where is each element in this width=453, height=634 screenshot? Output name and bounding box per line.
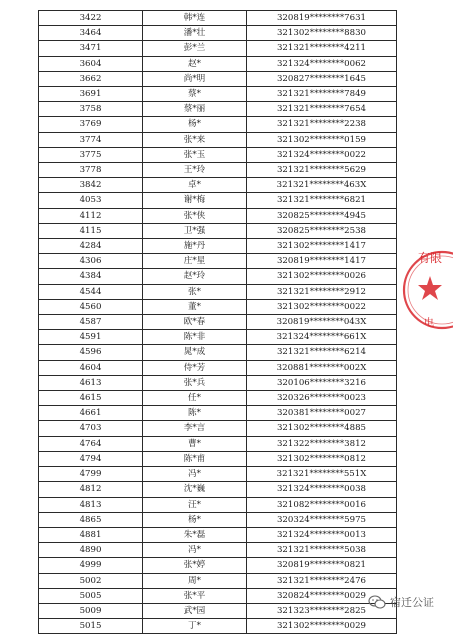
table-row xyxy=(39,102,397,117)
row-number: 4384 xyxy=(39,269,143,284)
id-number: 321324********0062 xyxy=(247,56,397,71)
id-number: 320324********5975 xyxy=(247,512,397,527)
account-name: 宿迁公证 xyxy=(390,596,434,609)
table-row xyxy=(39,178,397,193)
id-number: 321324********0013 xyxy=(247,527,397,542)
row-number: 4794 xyxy=(39,451,143,466)
person-name: 杨* xyxy=(143,117,247,132)
id-number: 321321********2912 xyxy=(247,284,397,299)
row-number: 4284 xyxy=(39,239,143,254)
row-number: 3842 xyxy=(39,178,143,193)
row-number: 3464 xyxy=(39,26,143,41)
table-row xyxy=(39,588,397,603)
seal-text: 有限 xyxy=(418,251,443,265)
id-number: 321321********2476 xyxy=(247,573,397,588)
person-name: 周* xyxy=(143,573,247,588)
id-number: 320881********002X xyxy=(247,360,397,375)
person-name: 侍*芳 xyxy=(143,360,247,375)
id-number: 320825********4945 xyxy=(247,208,397,223)
id-number: 320106********3216 xyxy=(247,375,397,390)
person-name: 彭*兰 xyxy=(143,41,247,56)
row-number: 3769 xyxy=(39,117,143,132)
wechat-watermark xyxy=(368,594,434,610)
id-number: 321302********1417 xyxy=(247,239,397,254)
id-number: 320381********0027 xyxy=(247,406,397,421)
person-name: 张*来 xyxy=(143,132,247,147)
row-number: 5002 xyxy=(39,573,143,588)
table-row xyxy=(39,315,397,330)
id-number: 320326********0023 xyxy=(247,391,397,406)
table-row xyxy=(39,26,397,41)
row-number: 4812 xyxy=(39,482,143,497)
id-number: 321321********6821 xyxy=(247,193,397,208)
row-number: 3778 xyxy=(39,163,143,178)
table-row xyxy=(39,497,397,512)
person-name: 赵* xyxy=(143,56,247,71)
row-number: 3775 xyxy=(39,147,143,162)
id-number: 321302********8830 xyxy=(247,26,397,41)
table-row xyxy=(39,11,397,26)
row-number: 3691 xyxy=(39,87,143,102)
row-number: 4764 xyxy=(39,436,143,451)
id-number: 321324********0038 xyxy=(247,482,397,497)
row-number: 4112 xyxy=(39,208,143,223)
person-name: 张* xyxy=(143,284,247,299)
row-number: 4865 xyxy=(39,512,143,527)
row-number: 3422 xyxy=(39,11,143,26)
row-number: 4560 xyxy=(39,299,143,314)
id-number: 321302********0159 xyxy=(247,132,397,147)
table-row xyxy=(39,391,397,406)
person-name: 杨* xyxy=(143,512,247,527)
id-number: 321321********463X xyxy=(247,178,397,193)
id-number: 321321********5629 xyxy=(247,163,397,178)
table-row xyxy=(39,527,397,542)
person-name: 王*玲 xyxy=(143,163,247,178)
person-name: 张*侠 xyxy=(143,208,247,223)
id-number: 321302********4885 xyxy=(247,421,397,436)
id-number: 321321********7654 xyxy=(247,102,397,117)
person-name: 任* xyxy=(143,391,247,406)
table-row xyxy=(39,512,397,527)
person-name: 张*兵 xyxy=(143,375,247,390)
id-number: 321324********661X xyxy=(247,330,397,345)
person-name: 庄*星 xyxy=(143,254,247,269)
id-number: 321082********0016 xyxy=(247,497,397,512)
person-name: 韩*连 xyxy=(143,11,247,26)
person-name: 欧*春 xyxy=(143,315,247,330)
row-number: 3758 xyxy=(39,102,143,117)
row-number: 5005 xyxy=(39,588,143,603)
table-row xyxy=(39,193,397,208)
id-number: 321321********551X xyxy=(247,467,397,482)
person-name: 曹* xyxy=(143,436,247,451)
id-number: 321302********0026 xyxy=(247,269,397,284)
table-row xyxy=(39,375,397,390)
person-name: 冯* xyxy=(143,543,247,558)
roster-table xyxy=(38,10,397,634)
table-row xyxy=(39,147,397,162)
id-number: 321321********4211 xyxy=(247,41,397,56)
id-number: 321324********0022 xyxy=(247,147,397,162)
table-row xyxy=(39,223,397,238)
person-name: 朱*磊 xyxy=(143,527,247,542)
id-number: 321322********3812 xyxy=(247,436,397,451)
table-row xyxy=(39,41,397,56)
table-row xyxy=(39,132,397,147)
table-row xyxy=(39,558,397,573)
person-name: 冯* xyxy=(143,467,247,482)
person-name: 汪* xyxy=(143,497,247,512)
id-number: 320819********1417 xyxy=(247,254,397,269)
id-number: 320819********043X xyxy=(247,315,397,330)
id-number: 321323********2825 xyxy=(247,603,397,618)
person-name: 武*园 xyxy=(143,603,247,618)
id-number: 321302********0022 xyxy=(247,299,397,314)
row-number: 4115 xyxy=(39,223,143,238)
person-name: 施*丹 xyxy=(143,239,247,254)
row-number: 4596 xyxy=(39,345,143,360)
row-number: 4613 xyxy=(39,375,143,390)
person-name: 尚*明 xyxy=(143,71,247,86)
row-number: 4813 xyxy=(39,497,143,512)
person-name: 赵*玲 xyxy=(143,269,247,284)
table-row xyxy=(39,269,397,284)
row-number: 4587 xyxy=(39,315,143,330)
id-number: 320819********0821 xyxy=(247,558,397,573)
seal-fragment: 电 xyxy=(424,318,434,329)
row-number: 5009 xyxy=(39,603,143,618)
row-number: 5015 xyxy=(39,619,143,634)
table-row xyxy=(39,345,397,360)
table-row xyxy=(39,239,397,254)
row-number: 4999 xyxy=(39,558,143,573)
table-row xyxy=(39,208,397,223)
row-number: 3604 xyxy=(39,56,143,71)
row-number: 4604 xyxy=(39,360,143,375)
id-number: 321302********0029 xyxy=(247,619,397,634)
table-row xyxy=(39,56,397,71)
table-row xyxy=(39,360,397,375)
person-name: 陈*非 xyxy=(143,330,247,345)
person-name: 张*婷 xyxy=(143,558,247,573)
row-number: 4053 xyxy=(39,193,143,208)
official-seal xyxy=(398,240,453,340)
id-number: 320827********1645 xyxy=(247,71,397,86)
roster-body xyxy=(39,11,397,634)
person-name: 张*平 xyxy=(143,588,247,603)
row-number: 3774 xyxy=(39,132,143,147)
person-name: 陈*甫 xyxy=(143,451,247,466)
person-name: 谢*梅 xyxy=(143,193,247,208)
person-name: 潘*壮 xyxy=(143,26,247,41)
row-number: 4703 xyxy=(39,421,143,436)
wechat-icon xyxy=(368,595,386,609)
person-name: 晁*成 xyxy=(143,345,247,360)
id-number: 320819********7631 xyxy=(247,11,397,26)
table-row xyxy=(39,421,397,436)
row-number: 3471 xyxy=(39,41,143,56)
row-number: 4615 xyxy=(39,391,143,406)
person-name: 张*玉 xyxy=(143,147,247,162)
id-number: 321321********5038 xyxy=(247,543,397,558)
table-row xyxy=(39,254,397,269)
id-number: 321321********7849 xyxy=(247,87,397,102)
table-row xyxy=(39,543,397,558)
table-row xyxy=(39,619,397,634)
person-name: 卓* xyxy=(143,178,247,193)
person-name: 卫*强 xyxy=(143,223,247,238)
table-row xyxy=(39,406,397,421)
table-row xyxy=(39,87,397,102)
id-number: 321302********0812 xyxy=(247,451,397,466)
person-name: 蔡*丽 xyxy=(143,102,247,117)
table-row xyxy=(39,163,397,178)
row-number: 4544 xyxy=(39,284,143,299)
table-row xyxy=(39,117,397,132)
person-name: 陈* xyxy=(143,406,247,421)
row-number: 4661 xyxy=(39,406,143,421)
id-number: 321321********6214 xyxy=(247,345,397,360)
row-number: 4890 xyxy=(39,543,143,558)
table-row xyxy=(39,451,397,466)
row-number: 4799 xyxy=(39,467,143,482)
row-number: 4881 xyxy=(39,527,143,542)
table-row xyxy=(39,436,397,451)
table-row xyxy=(39,299,397,314)
id-number: 321321********2238 xyxy=(247,117,397,132)
person-name: 沈*巍 xyxy=(143,482,247,497)
table-row xyxy=(39,71,397,86)
table-row xyxy=(39,330,397,345)
table-row xyxy=(39,603,397,618)
table-row xyxy=(39,284,397,299)
table-row xyxy=(39,482,397,497)
id-number: 320824********0029 xyxy=(247,588,397,603)
row-number: 4591 xyxy=(39,330,143,345)
person-name: 李*言 xyxy=(143,421,247,436)
person-name: 董* xyxy=(143,299,247,314)
row-number: 4306 xyxy=(39,254,143,269)
id-number: 320825********2538 xyxy=(247,223,397,238)
table-row xyxy=(39,573,397,588)
row-number: 3662 xyxy=(39,71,143,86)
person-name: 丁* xyxy=(143,619,247,634)
person-name: 蔡* xyxy=(143,87,247,102)
table-row xyxy=(39,467,397,482)
